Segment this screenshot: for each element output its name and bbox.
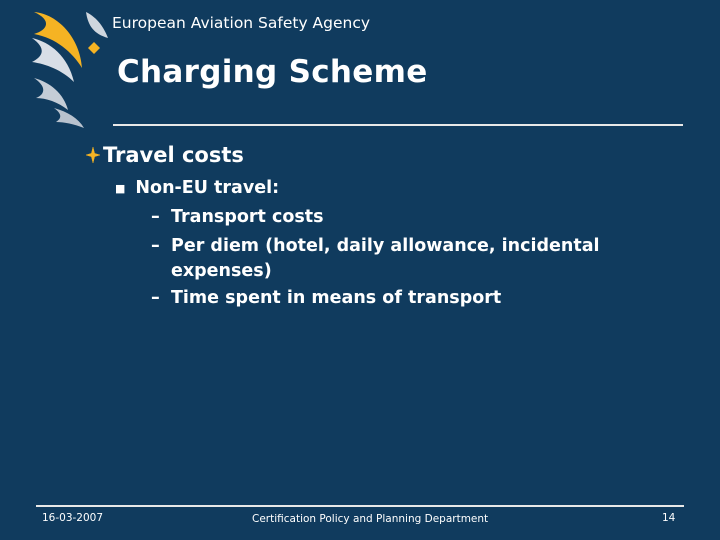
bullet-level1 bbox=[85, 143, 244, 167]
bullet-level3-item bbox=[151, 234, 671, 284]
bullet-level3-text: Time spent in means of transport bbox=[171, 288, 502, 308]
bullet-level2 bbox=[115, 178, 279, 198]
dash-bullet: – bbox=[151, 236, 160, 256]
square-bullet-icon: ■ bbox=[115, 181, 126, 195]
bullet-level3-item bbox=[151, 286, 671, 311]
bullet-level3-text: Per diem (hotel, daily allowance, incidental expenses) bbox=[171, 236, 600, 281]
bullet-level2-text: Non-EU travel: bbox=[135, 178, 280, 198]
bullet-level3-item bbox=[151, 205, 671, 230]
footer-department: Certification Policy and Planning Department bbox=[252, 513, 489, 525]
slide-title: Charging Scheme bbox=[117, 54, 428, 90]
four-point-star-icon bbox=[85, 146, 101, 164]
dash-bullet: – bbox=[151, 288, 160, 308]
easa-bird-logo-icon bbox=[28, 8, 110, 130]
footer-divider bbox=[36, 505, 684, 507]
bullet-level3-text: Transport costs bbox=[171, 207, 324, 227]
bullet-level1-text: Travel costs bbox=[103, 143, 244, 167]
footer-date: 16-03-2007 bbox=[42, 512, 104, 524]
title-divider bbox=[113, 124, 683, 126]
organization-name: European Aviation Safety Agency bbox=[112, 14, 371, 32]
page-number: 14 bbox=[662, 512, 676, 524]
dash-bullet: – bbox=[151, 207, 160, 227]
